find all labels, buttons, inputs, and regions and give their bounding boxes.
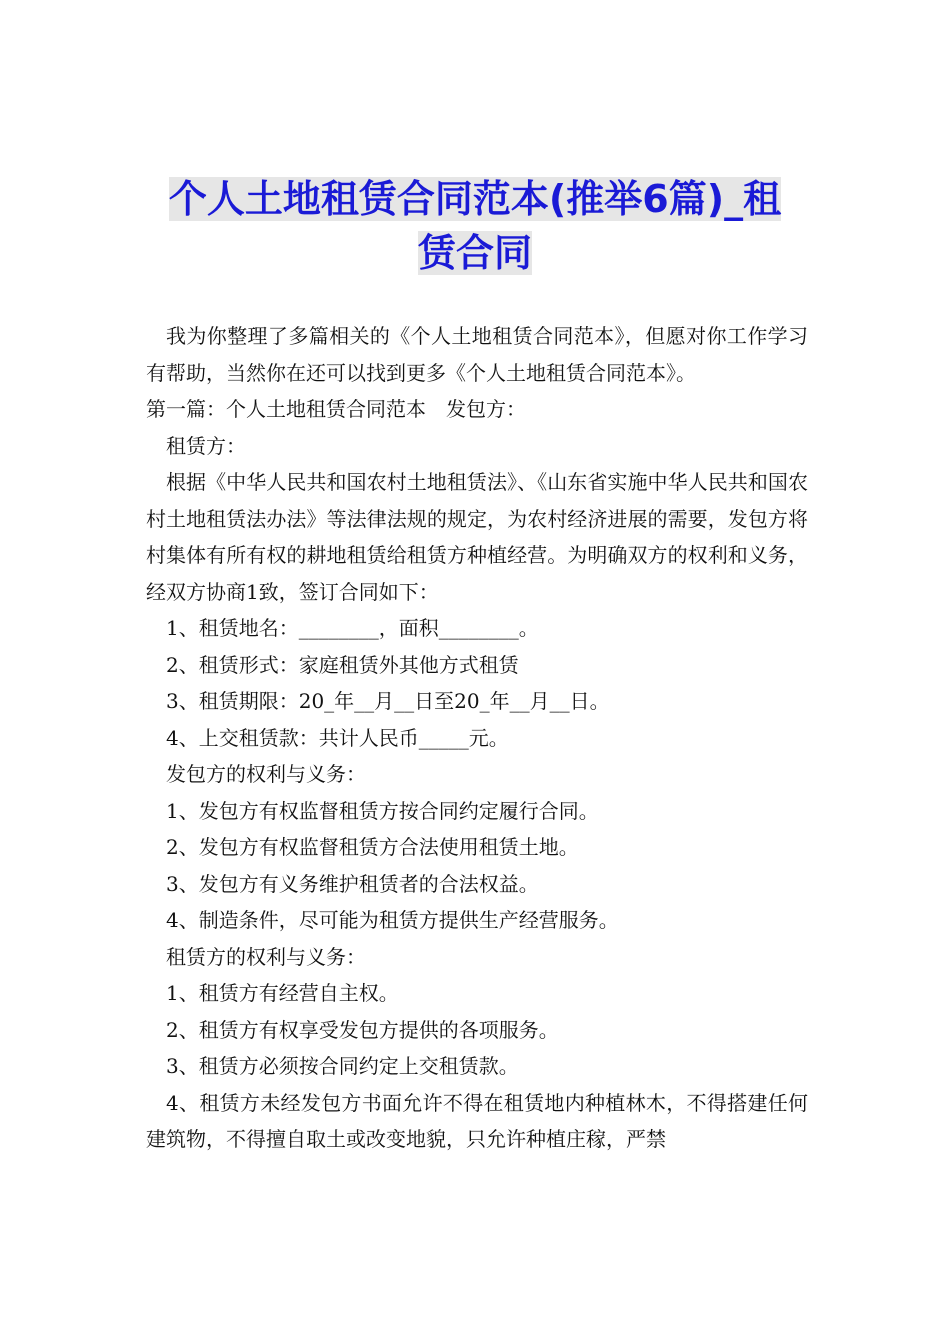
list-item: 4、租赁方未经发包方书面允许不得在租赁地内种植林木，不得搭建任何建筑物，不得擅自取土或改变地貌，只允许种植庄稼，严禁: [146, 1090, 808, 1151]
legal-basis-paragraph: 根据《中华人民共和国农村土地租赁法》、《山东省实施中华人民共和国农村土地租赁法办法》等法律法规的规定，为农村经济进展的需要，发包方将村集体有所有权的耕地租赁给租赁方种植经营。为明确双方的权利和义务，经双方协商1致，签订合同如下：: [146, 470, 808, 604]
list-item: 2、发包方有权监督租赁方合法使用租赁土地。: [166, 835, 579, 859]
subsection-heading: 发包方的权利与义务：: [166, 762, 366, 786]
title-line-1: 个人土地租赁合同范本(推举6篇)_租: [168, 177, 782, 221]
subsection-heading: 租赁方的权利与义务：: [166, 944, 366, 969]
list-item: 3、租赁期限：20_年__月__日至20_年__月__日。: [166, 689, 610, 713]
list-item: 1、发包方有权监督租赁方按合同约定履行合同。: [166, 798, 599, 823]
title-line-2: 赁合同: [417, 231, 532, 275]
list-item: 4、上交租赁款：共计人民币_____元。: [166, 725, 509, 750]
list-item: 3、租赁方必须按合同约定上交租赁款。: [166, 1054, 519, 1078]
document-body: [146, 318, 808, 1158]
intro-paragraph: 我为你整理了多篇相关的《个人土地租赁合同范本》，但愿对你工作学习有帮助，当然你在还可以找到更多《个人土地租赁合同范本》。: [146, 324, 808, 385]
list-item: 1、租赁地名：________，面积________。: [166, 616, 539, 640]
list-item: 3、发包方有义务维护租赁者的合法权益。: [166, 871, 539, 896]
document-title: [140, 172, 810, 280]
list-item: 2、租赁方有权享受发包方提供的各项服务。: [166, 1017, 559, 1042]
lessee-label: 租赁方：: [166, 433, 246, 458]
list-item: 4、制造条件，尽可能为租赁方提供生产经营服务。: [166, 908, 619, 932]
list-item: 1、租赁方有经营自主权。: [166, 981, 399, 1005]
list-item: 2、租赁形式：家庭租赁外其他方式租赁: [166, 652, 519, 677]
section-heading: 第一篇：个人土地租赁合同范本 发包方：: [146, 397, 526, 421]
